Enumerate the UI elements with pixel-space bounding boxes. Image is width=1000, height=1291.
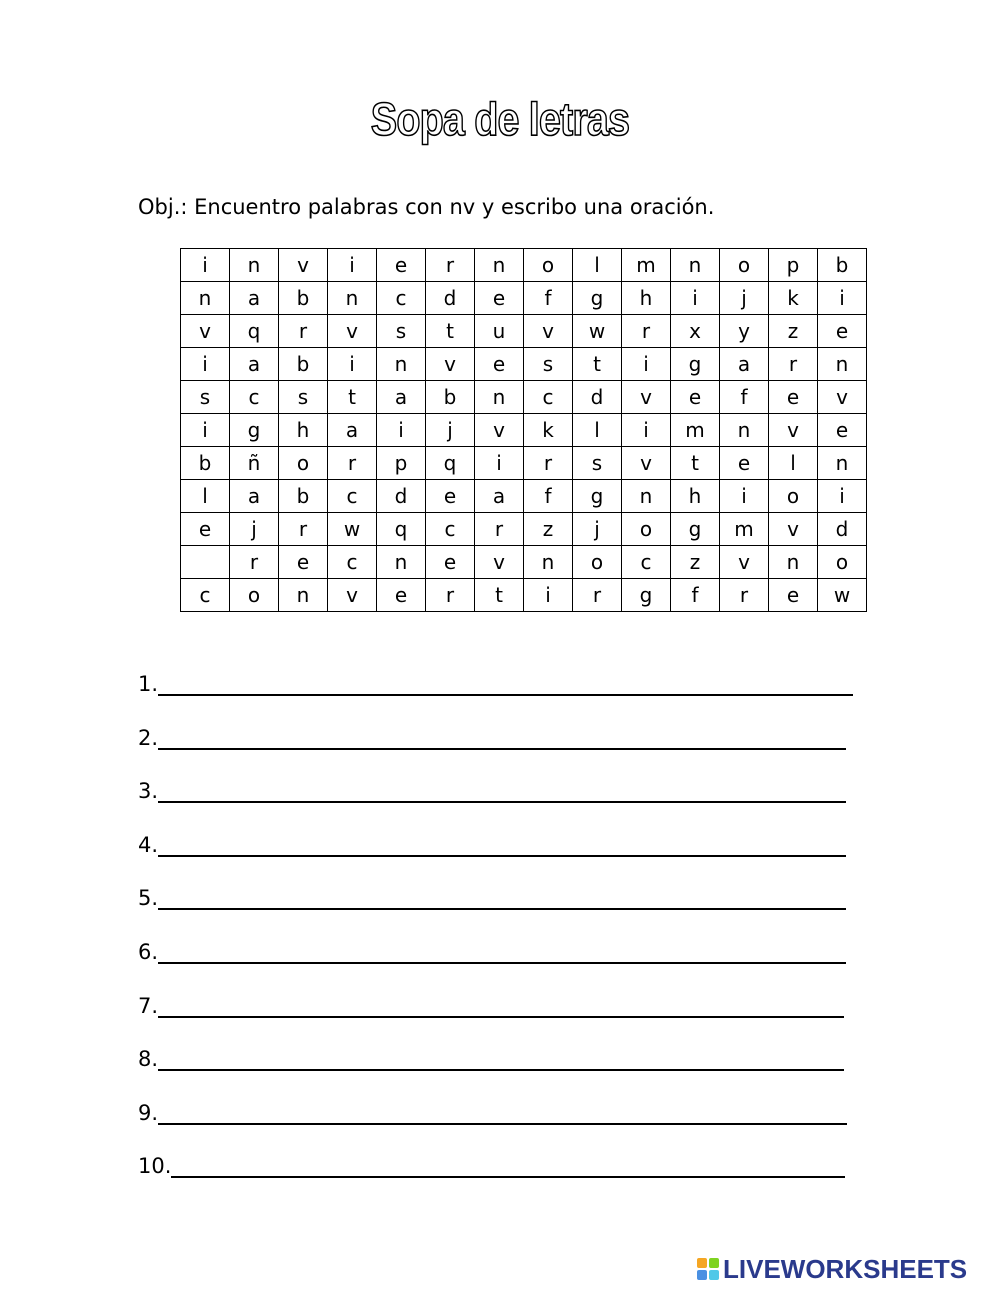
grid-cell[interactable]: v xyxy=(720,546,769,579)
answer-line-number: 3. xyxy=(138,779,159,804)
grid-cell[interactable]: h xyxy=(671,480,720,513)
grid-cell[interactable]: k xyxy=(524,414,573,447)
grid-cell[interactable]: t xyxy=(671,447,720,480)
objective-text: Obj.: Encuentro palabras con nv y escribo una oración. xyxy=(138,195,715,219)
answer-line xyxy=(138,1154,858,1208)
grid-cell[interactable]: f xyxy=(720,381,769,414)
grid-cell[interactable]: d xyxy=(426,282,475,315)
grid-cell[interactable]: t xyxy=(475,579,524,612)
answer-line xyxy=(138,726,858,780)
grid-row xyxy=(181,480,867,513)
grid-cell[interactable]: p xyxy=(769,249,818,282)
grid-cell[interactable]: g xyxy=(671,513,720,546)
grid-cell[interactable]: ñ xyxy=(230,447,279,480)
grid-cell[interactable]: v xyxy=(622,381,671,414)
grid-cell[interactable]: n xyxy=(671,249,720,282)
grid-cell[interactable]: s xyxy=(377,315,426,348)
grid-cell[interactable]: c xyxy=(230,381,279,414)
grid-cell[interactable]: g xyxy=(230,414,279,447)
grid-cell[interactable]: e xyxy=(769,381,818,414)
grid-cell[interactable]: z xyxy=(524,513,573,546)
answer-blank[interactable] xyxy=(158,726,846,750)
grid-row xyxy=(181,249,867,282)
grid-cell[interactable]: o xyxy=(720,249,769,282)
grid-row xyxy=(181,315,867,348)
answer-blank[interactable] xyxy=(158,940,846,964)
grid-row xyxy=(181,282,867,315)
grid-cell[interactable]: h xyxy=(279,414,328,447)
grid-cell[interactable]: s xyxy=(573,447,622,480)
grid-cell[interactable]: v xyxy=(475,414,524,447)
answer-line xyxy=(138,940,858,994)
grid-cell[interactable]: m xyxy=(671,414,720,447)
answer-line-number: 1. xyxy=(138,672,159,696)
grid-cell[interactable]: e xyxy=(377,249,426,282)
grid-cell[interactable]: r xyxy=(475,513,524,546)
grid-cell[interactable]: r xyxy=(279,315,328,348)
grid-cell[interactable]: e xyxy=(377,579,426,612)
grid-cell[interactable]: a xyxy=(475,480,524,513)
grid-cell[interactable]: b xyxy=(426,381,475,414)
worksheet-title: Sopa de letras xyxy=(370,93,630,145)
answer-line-number: 5. xyxy=(138,886,159,911)
grid-cell[interactable]: m xyxy=(720,513,769,546)
grid-cell[interactable]: c xyxy=(181,579,230,612)
grid-cell[interactable]: r xyxy=(426,249,475,282)
answer-line-number: 4. xyxy=(138,832,159,857)
grid-cell[interactable]: c xyxy=(426,513,475,546)
grid-cell[interactable]: i xyxy=(524,579,573,612)
grid-cell[interactable]: i xyxy=(475,447,524,480)
grid-cell[interactable]: l xyxy=(769,447,818,480)
grid-cell[interactable]: j xyxy=(230,513,279,546)
answer-line-number: 7. xyxy=(138,993,159,1018)
grid-cell[interactable]: j xyxy=(720,282,769,315)
answer-blank[interactable] xyxy=(158,779,846,803)
grid-cell[interactable]: b xyxy=(279,282,328,315)
grid-cell[interactable]: i xyxy=(328,249,377,282)
grid-row xyxy=(181,546,867,579)
answer-line xyxy=(138,1047,858,1101)
grid-cell[interactable]: q xyxy=(426,447,475,480)
grid-cell[interactable]: e xyxy=(671,381,720,414)
grid-cell[interactable]: i xyxy=(328,348,377,381)
grid-cell[interactable]: v xyxy=(818,381,867,414)
grid-cell[interactable]: e xyxy=(475,348,524,381)
logo-block xyxy=(697,1258,707,1268)
grid-cell[interactable]: f xyxy=(524,480,573,513)
grid-cell[interactable]: w xyxy=(573,315,622,348)
grid-cell[interactable]: w xyxy=(328,513,377,546)
grid-cell[interactable]: b xyxy=(279,348,328,381)
word-search-grid xyxy=(180,248,867,612)
grid-cell[interactable]: i xyxy=(818,480,867,513)
answer-line xyxy=(138,1101,858,1155)
grid-cell[interactable]: d xyxy=(377,480,426,513)
grid-cell[interactable]: b xyxy=(818,249,867,282)
grid-cell[interactable]: v xyxy=(769,513,818,546)
grid-cell[interactable]: y xyxy=(720,315,769,348)
answer-blank[interactable] xyxy=(158,672,853,696)
grid-cell[interactable]: n xyxy=(622,480,671,513)
grid-cell[interactable]: o xyxy=(573,546,622,579)
grid-cell[interactable]: v xyxy=(328,579,377,612)
answer-blank[interactable] xyxy=(158,1101,847,1125)
grid-cell[interactable]: s xyxy=(524,348,573,381)
grid-row xyxy=(181,381,867,414)
grid-cell[interactable]: d xyxy=(818,513,867,546)
answer-lines xyxy=(138,672,858,1208)
grid-cell[interactable]: n xyxy=(818,348,867,381)
grid-cell[interactable]: c xyxy=(524,381,573,414)
grid-cell[interactable]: n xyxy=(720,414,769,447)
grid-cell[interactable]: a xyxy=(720,348,769,381)
grid-cell[interactable]: n xyxy=(475,249,524,282)
grid-cell[interactable]: n xyxy=(279,579,328,612)
grid-cell[interactable]: v xyxy=(622,447,671,480)
grid-cell[interactable]: r xyxy=(279,513,328,546)
grid-cell[interactable]: a xyxy=(230,480,279,513)
grid-cell[interactable]: z xyxy=(769,315,818,348)
logo-blocks-icon xyxy=(697,1258,719,1280)
answer-line-number: 6. xyxy=(138,939,159,964)
grid-cell[interactable]: a xyxy=(377,381,426,414)
grid-cell[interactable]: n xyxy=(328,282,377,315)
grid-row xyxy=(181,414,867,447)
grid-cell[interactable]: r xyxy=(622,315,671,348)
grid-cell[interactable]: n xyxy=(524,546,573,579)
grid-cell[interactable]: e xyxy=(475,282,524,315)
grid-cell[interactable]: e xyxy=(426,546,475,579)
grid-cell[interactable]: t xyxy=(573,348,622,381)
grid-cell[interactable]: e xyxy=(818,414,867,447)
grid-cell[interactable]: t xyxy=(328,381,377,414)
grid-cell[interactable]: r xyxy=(769,348,818,381)
grid-cell[interactable]: e xyxy=(279,546,328,579)
grid-cell[interactable]: m xyxy=(622,249,671,282)
grid-cell[interactable]: g xyxy=(671,348,720,381)
grid-row xyxy=(181,447,867,480)
grid-cell[interactable]: c xyxy=(622,546,671,579)
grid-cell[interactable]: u xyxy=(475,315,524,348)
grid-cell[interactable]: a xyxy=(230,348,279,381)
grid-cell[interactable]: j xyxy=(573,513,622,546)
answer-line-number: 8. xyxy=(138,1047,159,1072)
grid-cell[interactable]: e xyxy=(181,513,230,546)
grid-cell[interactable]: i xyxy=(181,348,230,381)
liveworksheets-logo xyxy=(697,1255,967,1283)
grid-cell[interactable]: n xyxy=(475,381,524,414)
grid-cell[interactable]: h xyxy=(622,282,671,315)
grid-cell[interactable]: a xyxy=(230,282,279,315)
grid-cell[interactable]: r xyxy=(230,546,279,579)
answer-line xyxy=(138,994,858,1048)
grid-cell[interactable]: r xyxy=(328,447,377,480)
answer-line xyxy=(138,672,858,726)
grid-cell[interactable]: c xyxy=(328,480,377,513)
logo-block xyxy=(709,1258,719,1268)
grid-cell[interactable]: v xyxy=(328,315,377,348)
answer-blank[interactable] xyxy=(158,833,846,857)
grid-cell[interactable]: k xyxy=(769,282,818,315)
grid-cell[interactable]: l xyxy=(573,249,622,282)
grid-cell[interactable]: b xyxy=(279,480,328,513)
grid-cell[interactable]: a xyxy=(328,414,377,447)
grid-cell[interactable]: p xyxy=(377,447,426,480)
grid-cell[interactable]: q xyxy=(230,315,279,348)
grid-row xyxy=(181,513,867,546)
grid-cell[interactable]: v xyxy=(279,249,328,282)
grid-cell[interactable]: c xyxy=(328,546,377,579)
grid-cell[interactable]: q xyxy=(377,513,426,546)
grid-cell[interactable]: i xyxy=(622,348,671,381)
grid-cell[interactable]: v xyxy=(181,315,230,348)
grid-cell[interactable]: v xyxy=(475,546,524,579)
grid-cell[interactable] xyxy=(181,546,230,579)
logo-block xyxy=(697,1270,707,1280)
grid-cell[interactable]: i xyxy=(671,282,720,315)
grid-cell[interactable]: z xyxy=(671,546,720,579)
grid-cell[interactable]: j xyxy=(426,414,475,447)
grid-cell[interactable]: t xyxy=(426,315,475,348)
grid-cell[interactable]: i xyxy=(377,414,426,447)
grid-cell[interactable]: s xyxy=(279,381,328,414)
grid-row xyxy=(181,348,867,381)
grid-cell[interactable]: x xyxy=(671,315,720,348)
answer-blank[interactable] xyxy=(171,1154,845,1178)
grid-cell[interactable]: g xyxy=(573,480,622,513)
answer-blank[interactable] xyxy=(158,1047,844,1071)
grid-cell[interactable]: e xyxy=(720,447,769,480)
logo-text: LIVEWORKSHEETS xyxy=(723,1254,968,1284)
grid-cell[interactable]: i xyxy=(818,282,867,315)
grid-cell[interactable]: o xyxy=(279,447,328,480)
answer-line-number: 9. xyxy=(138,1100,159,1125)
grid-cell[interactable]: o xyxy=(622,513,671,546)
grid-cell[interactable]: f xyxy=(671,579,720,612)
grid-cell[interactable]: r xyxy=(573,579,622,612)
grid-cell[interactable]: e xyxy=(769,579,818,612)
answer-blank[interactable] xyxy=(158,886,846,910)
grid-cell[interactable]: n xyxy=(181,282,230,315)
answer-line xyxy=(138,833,858,887)
grid-cell[interactable]: v xyxy=(769,414,818,447)
grid-cell[interactable]: f xyxy=(524,282,573,315)
grid-cell[interactable]: n xyxy=(230,249,279,282)
answer-line xyxy=(138,779,858,833)
grid-cell[interactable]: i xyxy=(181,414,230,447)
grid-cell[interactable]: v xyxy=(426,348,475,381)
logo-block xyxy=(709,1270,719,1280)
grid-cell[interactable]: g xyxy=(622,579,671,612)
grid-cell[interactable]: n xyxy=(818,447,867,480)
grid-row xyxy=(181,579,867,612)
grid-cell[interactable]: b xyxy=(181,447,230,480)
grid-cell[interactable]: l xyxy=(573,414,622,447)
grid-cell[interactable]: n xyxy=(377,546,426,579)
grid-cell[interactable]: i xyxy=(622,414,671,447)
answer-line-number: 10. xyxy=(138,1154,172,1179)
grid-cell[interactable]: o xyxy=(524,249,573,282)
grid-cell[interactable]: v xyxy=(524,315,573,348)
grid-cell[interactable]: d xyxy=(573,381,622,414)
grid-cell[interactable]: n xyxy=(377,348,426,381)
grid-cell[interactable]: r xyxy=(524,447,573,480)
answer-blank[interactable] xyxy=(158,994,844,1018)
answer-line xyxy=(138,886,858,940)
grid-cell[interactable]: s xyxy=(181,381,230,414)
grid-cell[interactable]: n xyxy=(769,546,818,579)
grid-cell[interactable]: e xyxy=(818,315,867,348)
grid-cell[interactable]: i xyxy=(720,480,769,513)
grid-cell[interactable]: w xyxy=(818,579,867,612)
grid-cell[interactable]: o xyxy=(818,546,867,579)
grid-cell[interactable]: o xyxy=(769,480,818,513)
grid-cell[interactable]: c xyxy=(377,282,426,315)
grid-cell[interactable]: g xyxy=(573,282,622,315)
answer-line-number: 2. xyxy=(138,725,159,750)
grid-cell[interactable]: e xyxy=(426,480,475,513)
grid-cell[interactable]: o xyxy=(230,579,279,612)
grid-cell[interactable]: i xyxy=(181,249,230,282)
grid-cell[interactable]: l xyxy=(181,480,230,513)
grid-cell[interactable]: r xyxy=(426,579,475,612)
grid-cell[interactable]: r xyxy=(720,579,769,612)
